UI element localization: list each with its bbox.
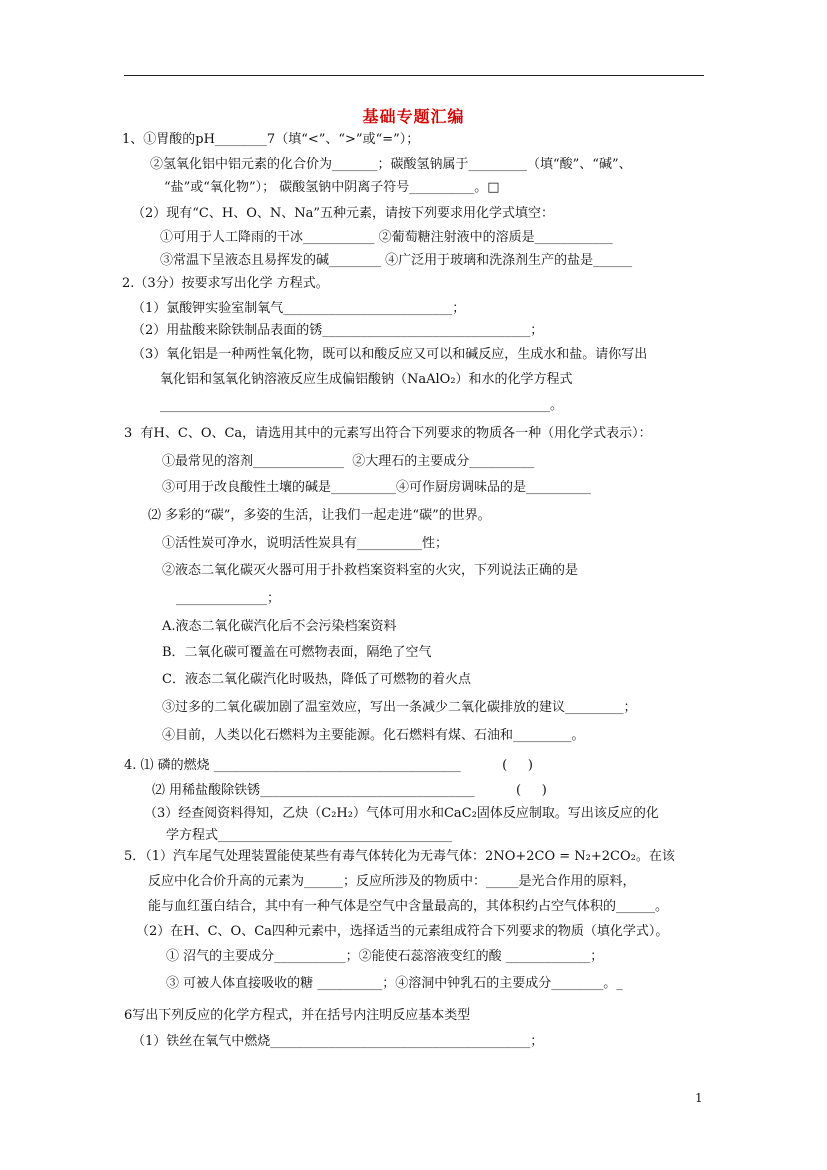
page-number: 1	[695, 1091, 703, 1105]
question-4-line: （3）经查阅资料得知，乙炔（C₂H₂）气体可用水和CaC₂固体反应制取。写出该反应的化	[144, 806, 659, 821]
question-6-line: 6写出下列反应的化学方程式，并在括号内注明反应基本类型	[124, 1008, 471, 1023]
question-5-line: （2）在H、C、O、Ca四种元素中，选择适当的元素组成符合下列要求的物质（填化学式）。	[136, 924, 669, 939]
question-3-line: A.液态二氧化碳汽化后不会污染档案资料	[162, 619, 397, 634]
question-4-line: 4. ⑴ 磷的燃烧 ______________________________________ ( )	[124, 758, 533, 773]
question-5-line: ① 沼气的主要成分___________；②能使石蕊溶液变红的酸 _____________；	[166, 949, 604, 964]
header-rule	[124, 75, 704, 76]
question-2-line: 2.（3分）按要求写出化学 方程式。	[122, 276, 329, 291]
question-3-line: C．液态二氧化碳汽化时吸热，降低了可燃物的着火点	[162, 672, 471, 687]
question-1-line: ①可用于人工降雨的干冰___________ ②葡萄糖注射液中的溶质是____________	[160, 230, 613, 245]
question-3-line: ③可用于改良酸性土壤的碱是__________④可作厨房调味品的是__________	[162, 480, 592, 495]
question-3-line: ①活性炭可净水，说明活性炭具有__________性；	[162, 536, 449, 551]
question-4-line: 学方程式____________________________________	[166, 828, 453, 843]
question-2-line: （3）氧化铝是一种两性氧化物，既可以和酸反应又可以和碱反应，生成水和盐。请你写出	[132, 347, 648, 362]
question-3-line: ①最常见的溶剂______________ ②大理石的主要成分__________	[162, 454, 535, 469]
question-1-line: ③常温下呈液态且易挥发的碱________ ④广泛用于玻璃和洗涤剂生产的盐是______	[160, 253, 633, 268]
question-1-line: （2）现有“C、H、O、N、Na”五种元素，请按下列要求用化学式填空：	[132, 206, 555, 221]
question-2-line: 氧化铝和氢氧化钠溶液反应生成偏铝酸钠（NaAlO₂）和水的化学方程式	[160, 372, 573, 387]
page-title: 基础专题汇编	[362, 107, 465, 126]
question-3-line: 3 有H、C、O、Ca，请选用其中的元素写出符合下列要求的物质各一种（用化学式表示）：	[124, 426, 652, 441]
question-2-line: （2）用盐酸来除铁制品表面的锈________________________________；	[132, 323, 544, 338]
question-5-line: 反应中化合价升高的元素为______；反应所涉及的物质中：_____是光合作用的原料，	[148, 874, 636, 889]
question-4-line: ⑵ 用稀盐酸除铁锈_________________________________ ( )	[152, 783, 547, 798]
question-2-line: （1）氯酸钾实验室制氧气__________________________；	[132, 301, 466, 316]
question-3-line: ④目前，人类以化石燃料为主要能源。化石燃料有煤、石油和_________。	[162, 728, 585, 743]
question-3-line: B．二氧化碳可覆盖在可燃物表面，隔绝了空气	[162, 645, 432, 660]
question-3-line: ②液态二氧化碳灭火器可用于扑救档案资料室的火灾，下列说法正确的是	[162, 563, 579, 578]
question-6-line: （1）铁丝在氧气中燃烧________________________________________；	[132, 1034, 544, 1049]
question-5-line: ③ 可被人体直接吸收的糖 __________；④溶洞中钟乳石的主要成分________。_	[166, 976, 623, 991]
question-1-line: ②氢氧化铝中铝元素的化合价为_______；碳酸氢钠属于_________（填“酸”、“碱”、	[150, 157, 632, 172]
question-3-line: ______________；	[176, 591, 281, 606]
question-3-line: ③过多的二氧化碳加剧了温室效应，写出一条减少二氧化碳排放的建议_________；	[162, 700, 637, 715]
question-3-line: ⑵ 多彩的“碳”，多姿的生活，让我们一起走进“碳”的世界。	[148, 508, 491, 523]
question-1-line: “盐”或“氧化物”）； 碳酸氢钠中阴离子符号__________。□	[164, 180, 500, 195]
question-1-line: 1、①胃酸的pH________7（填“<”、“>”或“=”）；	[122, 132, 420, 147]
question-5-line: 能与血红蛋白结合，其中有一种气体是空气中含量最高的，其体积约占空气体积的______。	[148, 899, 669, 914]
question-2-line: ____________________________________________________________。	[160, 398, 563, 413]
question-5-line: 5．（1）汽车尾气处理装置能使某些有毒气体转化为无毒气体：2NO+2CO = N₂+2CO₂。在该	[124, 849, 675, 864]
